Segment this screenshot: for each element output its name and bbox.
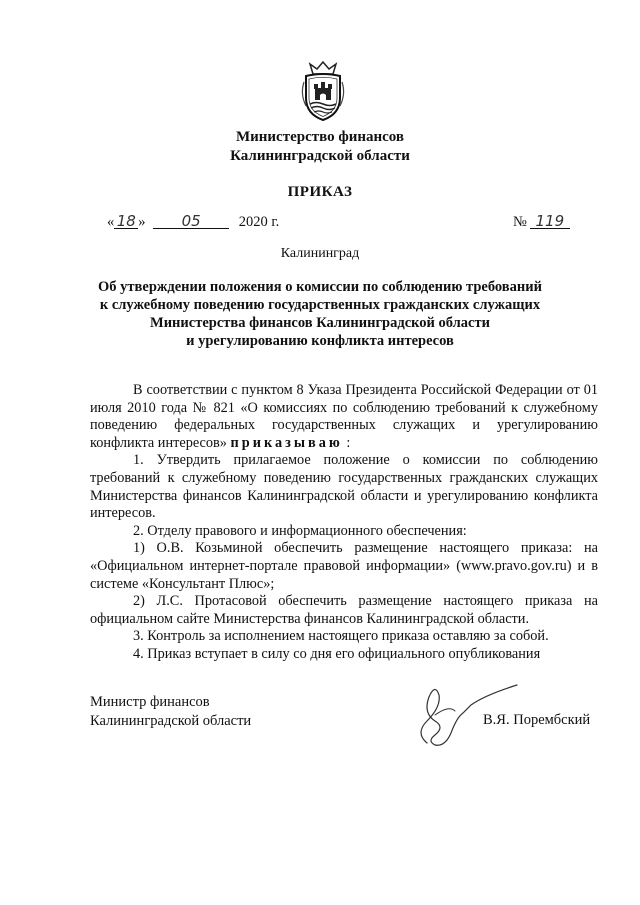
order-body [90,382,598,664]
subject-line-2: к служебному поведению государственных гражданских служащих [99,297,541,313]
org-name-line1: Министерство финансов [235,129,405,145]
position-line-2: Калининградской области [90,713,252,729]
order-word: приказываю [230,434,343,451]
item-4: 4. Приказ вступает в силу со дня его официального опубликования [133,645,541,662]
city-name: Калининград [280,246,360,261]
number-prefix: № [513,214,527,230]
signatory-name: В.Я. Порембский [483,712,591,728]
item-3: 3. Контроль за исполнением настоящего приказа оставляю за собой. [133,628,549,645]
subject-line-4: и урегулированию конфликта интересов [186,333,454,349]
order-subject [0,278,640,350]
org-name-line2: Калининградской области [230,148,410,164]
date-quote-close: » [138,214,146,230]
item-2: 2. Отделу правового и информационного обеспечения: [133,522,467,539]
preamble-text: В соответствии с пунктом 8 Указа Президента Российской Федерации от 01 июля 2010 года № 821 «О комиссиях по соблюдению требований к служебному поведению федеральных государственных служащих и урегулированию конфликта интересов» [90,382,598,451]
coat-of-arms-emblem [298,60,348,122]
order-number [513,212,570,231]
preamble-paragraph [90,382,598,452]
subject-line-1: Об утверждении положения о комиссии по соблюдению требований [98,279,542,295]
subject-line-3: Министерства финансов Калининградской области [150,315,490,331]
item-1: 1. Утвердить прилагаемое положение о комиссии по соблюдению требований к служебному поведению государственных гражданских служащих Министерства финансов Калининградской области и урегулированию конфликта интересов. [90,452,598,522]
date-quote-open: « [107,214,115,230]
order-colon: : [346,434,351,451]
date-month: 05 [153,212,229,229]
number-value: 119 [530,212,570,229]
signatory-position [90,693,251,731]
order-date [107,212,279,231]
position-line-1: Министр финансов [90,694,210,710]
item-2-2: 2) Л.С. Протасовой обеспечить размещение настоящего приказа на официальном сайте Министерства финансов Калининградской области. [90,593,598,627]
item-2-1: 1) О.В. Козьминой обеспечить размещение настоящего приказа: на «Официальном интернет-портале правовой информации» (www.pravo.gov.ru) и в системе «Консультант Плюс»; [90,540,598,592]
date-year: 2020 г. [238,214,280,230]
date-day: 18 [114,212,138,229]
document-type-title: ПРИКАЗ [287,184,353,200]
